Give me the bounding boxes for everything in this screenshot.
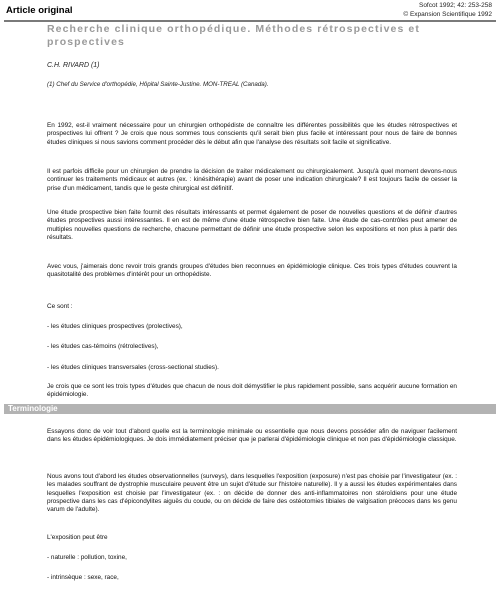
- header-divider: [4, 20, 496, 22]
- journal-citation: Sofcot 1992; 42: 253-258: [418, 2, 492, 9]
- paragraph: Je crois que ce sont les trois types d'études que chacun de nous doit démystifier le plus rapidement possible, sans acquérir aucune formation en épidémiologie.: [47, 383, 457, 399]
- paragraph: Une étude prospective bien faite fournit des résultats intéressants et permet également de poser de nouvelles questions et de définir d'autres études prospectives aussi intéressantes. Il en est de même d'une étude rétrospective bien faite. Une étude de cas-contrôles peut amener de multiples nouvelles questions de recherche, chacune permettant de définir une étude prospective selon les expositions et non plus à partir des résultats.: [47, 209, 457, 241]
- author-affiliation: (1) Chef du Service d'orthopédie, Hôpital Sainte-Justine. MON-TREAL (Canada).: [47, 81, 269, 88]
- paragraph: Essayons donc de voir tout d'abord quelle est la terminologie minimale ou essentielle que nous devons posséder afin de naviguer facilement dans les études épidémiologiques. Je dois immédiatement préciser que je parlerai d'épidémiologie clinique et non pas d'épidémiologie classique.: [47, 428, 457, 444]
- list-item: - intrinsèque : sexe, race,: [47, 574, 119, 581]
- paragraph: Nous avons tout d'abord les études observationnelles (surveys), dans lesquelles l'exposition (exposure) n'est pas choisie par l'investigateur (ex. : les malades souffrant de dystrophie musculaire peuvent être un sujet d'étude sur l'histoire naturelle). Il y a aussi les études expérimentales dans lesquelles l'exposition est choisie par l'investigateur (ex. : on décide de donner des anti-inflammatoires non stéroïdiens pour une étude prospective dans les cas d'épicondylites aiguës du coude, ou on décide de faire des ostéotomies tibiales de valgisation précoces dans les genu varum de l'adulte).: [47, 473, 457, 514]
- article-title: Recherche clinique orthopédique. Méthodes rétrospectives et prospectives: [47, 23, 420, 48]
- journal-reference: [403, 2, 492, 19]
- paragraph: Il est parfois difficile pour un chirurgien de prendre la décision de traiter médicalement ou chirurgicalement. Jusqu'à quel moment devons-nous continuer les traitements médicaux et autres (ex. : kinésithérapie) avant de poser une indication chirurgicale? Il est toujours facile de cesser la prise d'un médicament, tandis que le geste chirurgical est définitif.: [47, 168, 457, 192]
- list-item: - les études cliniques transversales (cross-sectional studies).: [47, 364, 219, 371]
- list-item: - les études cas-témoins (rétrolectives),: [47, 343, 159, 350]
- paragraph: L'exposition peut être: [47, 534, 108, 541]
- article-type-label: Article original: [6, 5, 73, 16]
- list-intro: Ce sont :: [47, 303, 73, 310]
- list-item: - naturelle : pollution, toxine,: [47, 554, 127, 561]
- page-header: [0, 0, 500, 22]
- paragraph: En 1992, est-il vraiment nécessaire pour un chirurgien orthopédiste de connaître les différentes possibilités que les études rétrospectives et prospectives lui offrent ? Je crois que nous sommes tous conscients qu'il serait bien plus facile et intéressant pour nous de faire de bonnes études cliniques si nous savions comment procéder dès le début afin que l'analyse des résultats soit facile et significative.: [47, 122, 457, 146]
- copyright-notice: © Expansion Scientifique 1992: [403, 10, 492, 18]
- list-item: - les études cliniques prospectives (prolectives),: [47, 323, 183, 330]
- section-heading: Terminologie: [8, 404, 58, 413]
- paragraph: Avec vous, j'aimerais donc revoir trois grands groupes d'études bien reconnues en épidémiologie clinique. Ces trois types d'études couvrent la quasitotalité des problèmes d'intérêt pour un orthopédiste.: [47, 263, 457, 279]
- section-heading-bar: [4, 404, 496, 414]
- article-authors: C.H. RIVARD (1): [47, 62, 100, 69]
